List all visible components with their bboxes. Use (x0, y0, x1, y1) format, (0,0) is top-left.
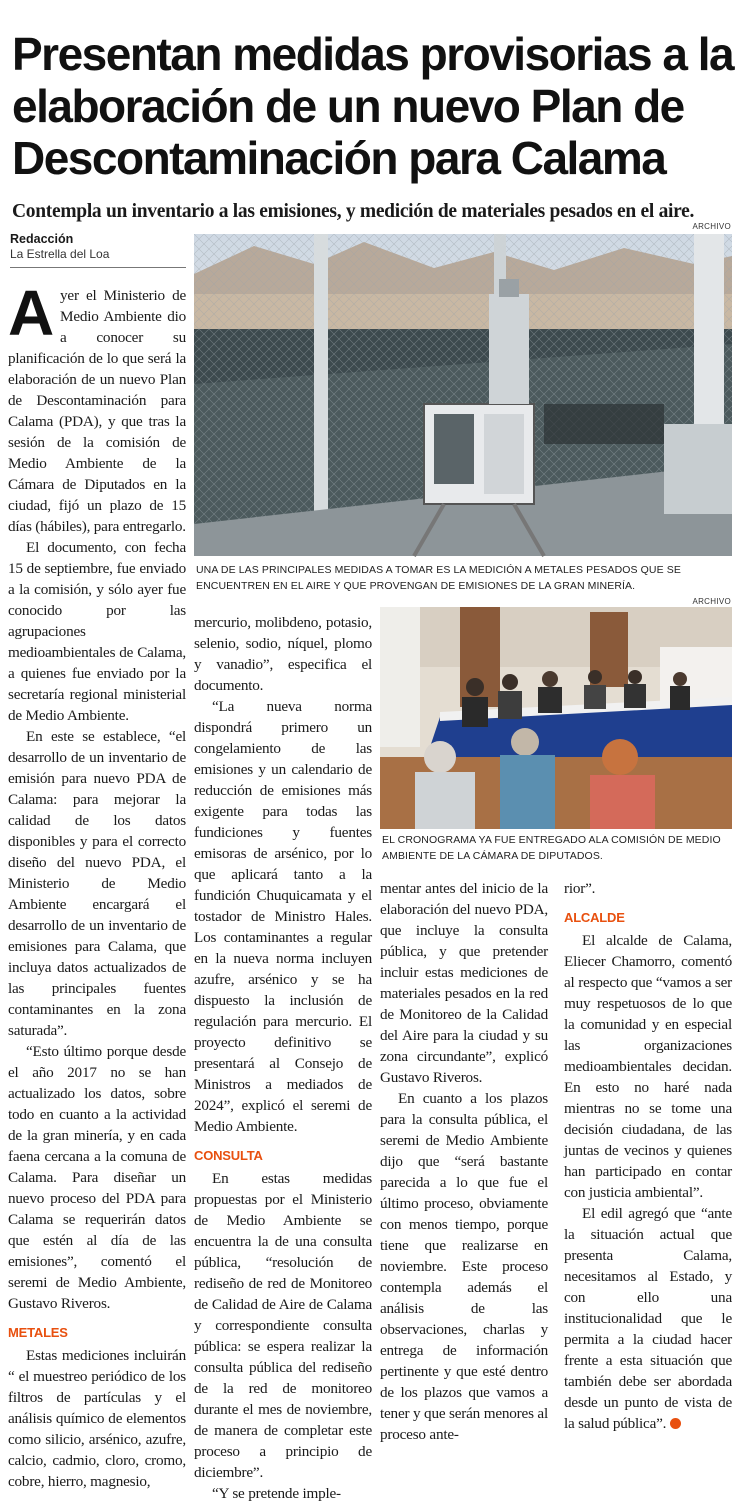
byline-publication: La Estrella del Loa (10, 247, 110, 261)
monitoring-station-illustration (194, 234, 732, 556)
dropcap: A (8, 277, 55, 349)
byline-divider (10, 267, 186, 268)
byline-author: Redacción (10, 232, 74, 246)
end-of-article-icon (670, 1418, 681, 1429)
paragraph: El alcalde de Calama, Eliecer Chamorro, comentó al respecto que “vamos a ser muy respetuosos de lo que la comunidad y en especial las organizaciones medioambientales decidan. En esto no haré nada mientras no se tome una decisión ciudadana, de las juntas de vecinos y quienes han participado en contar con justicia ambiental”. (564, 932, 732, 1201)
headline-line-2: elaboración de un nuevo Plan de (12, 80, 684, 132)
section-heading-consulta: CONSULTA (194, 1148, 263, 1163)
paragraph: mercurio, molibdeno, potasio, selenio, sodio, níquel, plomo y vanadio”, especifica el documento. (194, 614, 372, 694)
paragraph: rior”. (564, 880, 596, 897)
paragraph: El edil agregó que “ante la situación actual que presenta Calama, necesitamos al Estado, y con ello una institucionalidad que le permita a la ciudad hacer frente a esta situación que también debe ser abordada desde un punto de vista de la salud pública”. (564, 1205, 732, 1432)
meeting-photo (380, 607, 732, 829)
lead-paragraph: Ayer el Ministerio de Medio Ambiente dio a conocer su planificación de lo que será la elaboración de un nuevo Plan de Descontaminación para Calama (PDA), y que tras la sesión de la comisión de Medio Ambiente de la Cámara de Diputados en la ciudad, fijó un plazo de 15 días (hábiles), para entregarlo. (8, 277, 186, 535)
subheadline: Contempla un inventario a las emisiones, y medición de materiales pesados en el aire. (12, 201, 695, 222)
paragraph: “Y se pretende imple- (212, 1485, 341, 1502)
meeting-photo-caption: EL CRONOGRAMA YA FUE ENTREGADO ALA COMISIÓN DE MEDIO AMBIENTE DE LA CÁMARA DE DIPUTADOS. (382, 834, 721, 862)
article-column-2 (194, 612, 372, 1504)
meeting-photo-credit: ARCHIVO (692, 597, 731, 606)
article-column-4 (564, 878, 732, 1434)
paragraph: El documento, con fecha 15 de septiembre, fue enviado a la comisión, y sólo ayer fue conocido por las agrupaciones medioambientales de Calama, a quienes fue enviado por la secretaría regional ministerial de Medio Ambiente. (8, 539, 186, 724)
byline (10, 232, 186, 262)
paragraph: En estas medidas propuestas por el Ministerio de Medio Ambiente se encuentra la de una consulta pública, “resolución de rediseño de red de Monitoreo de Calidad de Aire de Calama y correspondiente consulta pública: se espera realizar la consulta pública del rediseño de la red de monitoreo durante el mes de noviembre, de manera de completar este proceso a principio de diciembre”. (194, 1170, 372, 1481)
paragraph: “La nueva norma dispondrá primero un congelamiento de las emisiones y un calendario de reducción de emisiones más exigente para todas las fundiciones y fuentes emisoras de arsénico, por lo que aplicará tanto a la fundición Chuquicamata y el tostador de Ministro Hales. Los contaminantes a regular en la nueva norma incluyen azufre, arsénico y se ha dispuesto la inclusión de regulación para mercurio. El proyecto definitivo se presentará al Consejo de Ministros a mediados de 2024”, explicó el seremi de Medio Ambiente. (194, 698, 372, 1135)
headline-line-1: Presentan medidas provisorias a la (12, 28, 734, 80)
paragraph: mentar antes del inicio de la elaboración del nuevo PDA, que incluye la consulta pública, y que pretender incluir estas mediciones de materiales pesados en la red de Monitoreo de la Calidad del Aire para la ciudad y su zona circundante”, explicó Gustavo Riveros. (380, 880, 548, 1086)
headline (12, 28, 734, 184)
paragraph: “Esto último porque desde el año 2017 no se han actualizado los datos, sobre todo en cuanto a la actividad de la gran minería, y en cada faena cercana a la comuna de Calama. Para diseñar un nuevo proceso del PDA para Calama se requerirán datos que estén al día de las emisiones”, comentó el seremi de Medio Ambiente, Gustavo Riveros. (8, 1043, 186, 1312)
monitoring-station-photo (194, 234, 732, 556)
section-heading-metales: METALES (8, 1325, 68, 1340)
meeting-illustration (380, 607, 732, 829)
section-heading-alcalde: ALCALDE (564, 910, 625, 925)
article-column-3 (380, 878, 548, 1445)
top-photo-caption: UNA DE LAS PRINCIPALES MEDIDAS A TOMAR ES LA MEDICIÓN A METALES PESADOS QUE SE ENCUENTREN EN EL AIRE Y QUE PROVENGAN DE EMISIONES DE LA GRAN MINERÍA. (196, 564, 681, 592)
paragraph: En cuanto a los plazos para la consulta pública, el seremi de Medio Ambiente dijo que “será bastante parecida a lo que fue el último proceso, obviamente con menos tiempo, porque tiene que realizarse en noviembre. Este proceso contempla además el análisis de las observaciones, charlas y entrega de información pertinente y que esté dentro de los plazos que vamos a tener y que serán menores al proceso ante- (380, 1090, 548, 1443)
headline-line-3: Descontaminación para Calama (12, 132, 666, 184)
paragraph: En este se establece, “el desarrollo de un inventario de emisión para nuevo PDA de Calama: para mejorar la calidad de los datos disponibles y para el correcto diseño del nuevo PDA, el Ministerio de Medio Ambiente encargará el desarrollo de un inventario de emisiones para Calama, que incluya datos actualizados de las principales fuentes contaminantes en la zona saturada”. (8, 728, 186, 1039)
paragraph: Estas mediciones incluirán “ el muestreo periódico de los filtros de partículas y el análisis químico de elementos como silicio, arsénico, azufre, calcio, cadmio, cloro, cromo, cobre, hierro, magnesio, (8, 1347, 186, 1490)
article-column-1 (8, 277, 186, 1492)
top-photo-credit: ARCHIVO (692, 222, 731, 231)
